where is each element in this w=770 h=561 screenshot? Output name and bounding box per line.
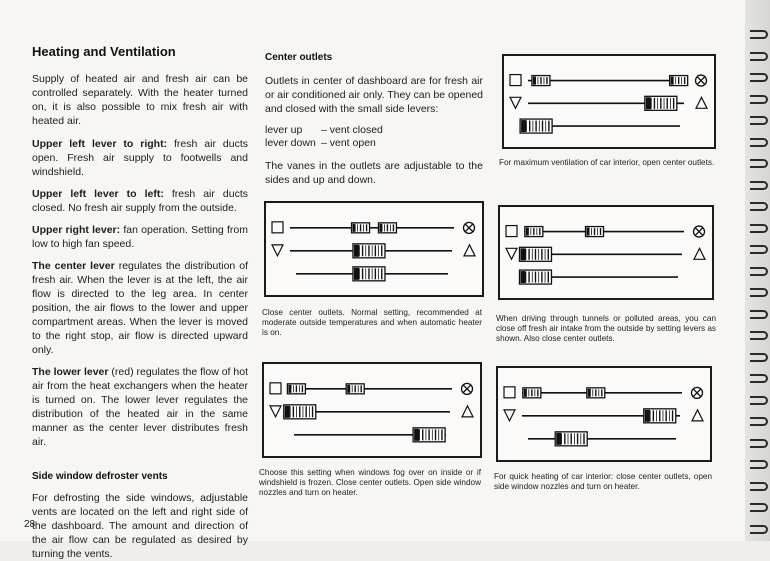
upper-right-lever-knob bbox=[587, 388, 605, 398]
vanes-text: The vanes in the outlets are adjustable to the sides and up and down. bbox=[265, 160, 483, 186]
lever-down-label: lever down bbox=[265, 137, 316, 149]
upper-left-lever-knob bbox=[525, 227, 543, 237]
air-up-triangle-icon bbox=[692, 410, 703, 421]
center-outlets-text: Outlets in center of dashboard are for fresh air or air conditioned air only. They can be opened and closed with the small side levers: bbox=[265, 75, 483, 115]
binding-ring bbox=[750, 30, 768, 39]
upper-left-lever-knob bbox=[352, 223, 370, 233]
control-panel-diagram bbox=[502, 54, 716, 149]
lever-desc-2 bbox=[32, 187, 248, 215]
lower-lever-knob bbox=[520, 119, 552, 133]
lever-desc-5 bbox=[32, 365, 248, 449]
lever-text: (red) regulates the flow of hot air from the heat exchangers when the heater is turned on. The lower lever regulates the distribution of the heated air in the same manner as the center lever distributes fresh air. bbox=[32, 366, 248, 448]
center-outlets-section bbox=[265, 52, 483, 187]
binding-ring bbox=[750, 503, 768, 512]
lever-text: fan operation. Setting from low to high fan speed. bbox=[32, 224, 248, 250]
diagram-caption: For maximum ventilation of car interior, open center outlets. bbox=[499, 158, 715, 167]
air-down-triangle-icon bbox=[270, 406, 281, 417]
control-panel-diagram bbox=[498, 205, 714, 300]
lever-text: regulates the distribution of fresh air. When the lever is at the left, the air flow is directed to the leg area. In center position, the air flows to the lower and upper compartment areas. When the lever is moved to the right stop, air flow is directed upward only. bbox=[32, 260, 248, 356]
lever-diagram bbox=[498, 368, 710, 460]
lever-diagram bbox=[500, 207, 712, 298]
lever-diagram bbox=[266, 203, 482, 295]
fresh-air-square-icon bbox=[272, 222, 283, 233]
lever-diagram bbox=[504, 56, 714, 147]
air-down-triangle-icon bbox=[510, 97, 521, 108]
diagram-caption: Choose this setting when windows fog over on inside or if windshield is frozen. Close center outlets. Open side window nozzles and turn on heater. bbox=[259, 468, 481, 497]
binding-ring bbox=[750, 116, 768, 125]
air-up-triangle-icon bbox=[464, 245, 475, 256]
binding-ring bbox=[750, 288, 768, 297]
binding-ring bbox=[750, 374, 768, 383]
fan-icon bbox=[694, 226, 705, 237]
lever-label: The center lever bbox=[32, 260, 115, 272]
side-window-heading: Side window defroster vents bbox=[32, 471, 168, 482]
binding-ring bbox=[750, 460, 768, 469]
lever-up-row bbox=[265, 124, 483, 137]
binding-ring bbox=[750, 245, 768, 254]
binding-ring bbox=[750, 525, 768, 534]
center-lever-knob bbox=[644, 409, 676, 423]
upper-right-lever-knob bbox=[346, 384, 364, 394]
binding-ring bbox=[750, 353, 768, 362]
fresh-air-square-icon bbox=[270, 383, 281, 394]
fresh-air-square-icon bbox=[506, 226, 517, 237]
center-lever-knob bbox=[519, 247, 551, 261]
fresh-air-square-icon bbox=[510, 75, 521, 86]
binding-ring bbox=[750, 73, 768, 82]
lever-down-value: – vent open bbox=[321, 137, 376, 149]
upper-right-lever-knob bbox=[586, 227, 604, 237]
binding-ring bbox=[750, 181, 768, 190]
fresh-air-square-icon bbox=[504, 387, 515, 398]
lower-lever-knob bbox=[519, 270, 551, 284]
lever-desc-4 bbox=[32, 259, 248, 357]
diagram-caption: Close center outlets. Normal setting, recommended at moderate outside temperatures and when automatic heater is on. bbox=[262, 308, 482, 337]
lever-desc-3 bbox=[32, 223, 248, 251]
fan-icon bbox=[462, 383, 473, 394]
center-outlets-heading: Center outlets bbox=[265, 52, 333, 63]
binding-ring bbox=[750, 138, 768, 147]
binding-ring bbox=[750, 439, 768, 448]
lever-diagram bbox=[264, 364, 480, 456]
binding-ring bbox=[750, 202, 768, 211]
upper-right-lever-knob bbox=[378, 223, 396, 233]
left-column bbox=[32, 44, 248, 561]
page-heading: Heating and Ventilation bbox=[32, 44, 176, 59]
air-up-triangle-icon bbox=[696, 97, 707, 108]
binding-ring bbox=[750, 396, 768, 405]
lever-positions bbox=[265, 124, 483, 150]
intro-text: Supply of heated air and fresh air can be controlled separately. With the heater turned on, it is also possible to mix fresh air with heated air. bbox=[32, 73, 248, 127]
lever-label: Upper left lever to right: bbox=[32, 138, 168, 150]
center-lever-knob bbox=[284, 405, 316, 419]
lever-label: Upper left lever to left: bbox=[32, 188, 164, 200]
upper-left-lever-knob bbox=[523, 388, 541, 398]
lever-text: fresh air ducts closed. No fresh air supply from the outside. bbox=[32, 188, 248, 214]
air-down-triangle-icon bbox=[504, 410, 515, 421]
upper-right-lever-knob bbox=[670, 76, 688, 86]
air-down-triangle-icon bbox=[506, 248, 517, 259]
diagram-caption: When driving through tunnels or polluted areas, you can close off fresh air intake from the outside by setting levers as shown. Also close center outlets. bbox=[496, 314, 716, 343]
lever-text: fresh air ducts open. Fresh air supply to footwells and windshield. bbox=[32, 138, 248, 178]
binding-ring bbox=[750, 310, 768, 319]
binding-ring bbox=[750, 52, 768, 61]
fan-icon bbox=[692, 387, 703, 398]
air-up-triangle-icon bbox=[694, 248, 705, 259]
binding-ring bbox=[750, 417, 768, 426]
upper-left-lever-knob bbox=[287, 384, 305, 394]
fan-icon bbox=[464, 222, 475, 233]
control-panel-diagram bbox=[264, 201, 484, 297]
side-window-text: For defrosting the side windows, adjustable vents are located on the left and right side of the dashboard. The amount and direction of the air flow can be regulated as desired by turning the vents. bbox=[32, 492, 248, 560]
binding-ring bbox=[750, 482, 768, 491]
binding-ring bbox=[750, 95, 768, 104]
lever-label: Upper right lever: bbox=[32, 224, 121, 236]
control-panel-diagram bbox=[496, 366, 712, 462]
air-down-triangle-icon bbox=[272, 245, 283, 256]
binding-ring bbox=[750, 159, 768, 168]
lever-desc-1 bbox=[32, 137, 248, 179]
center-lever-knob bbox=[645, 96, 677, 110]
binding-ring bbox=[750, 224, 768, 233]
lever-label: The lower lever bbox=[32, 366, 109, 378]
page-number: 28 bbox=[24, 519, 36, 530]
binding-ring bbox=[750, 267, 768, 276]
lower-lever-knob bbox=[353, 267, 385, 281]
control-panel-diagram bbox=[262, 362, 482, 458]
lower-lever-knob bbox=[555, 432, 587, 446]
binding-ring bbox=[750, 331, 768, 340]
lever-up-label: lever up bbox=[265, 124, 303, 136]
lower-lever-knob bbox=[413, 428, 445, 442]
center-lever-knob bbox=[353, 244, 385, 258]
lever-down-row bbox=[265, 137, 483, 150]
air-up-triangle-icon bbox=[462, 406, 473, 417]
fan-icon bbox=[696, 75, 707, 86]
lever-up-value: – vent closed bbox=[321, 124, 383, 136]
diagram-caption: For quick heating of car interior: close center outlets, open side window nozzles and turn on heater. bbox=[494, 472, 712, 491]
upper-left-lever-knob bbox=[532, 76, 550, 86]
